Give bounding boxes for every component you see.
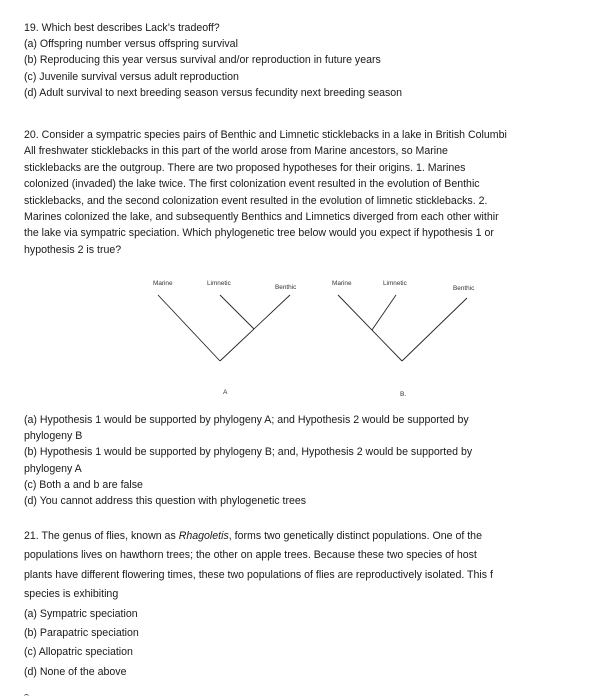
question-20-stem-line: Marines colonized the lake, and subsequently Benthics and Limnetics diverged from each other withir	[24, 210, 499, 223]
tree-a-taxon-limnetic: Limnetic	[207, 280, 231, 287]
question-20-option-line: (d) You cannot address this question with phylogenetic trees	[24, 494, 307, 507]
question-20-stem	[24, 127, 604, 258]
question-20-stem-line: sticklebacks are the outgroup. There are two proposed hypotheses for their origins. 1. Marines	[24, 161, 466, 174]
question-19	[24, 20, 604, 101]
question-20-option-line: (a) Hypothesis 1 would be supported by phylogeny A; and Hypothesis 2 would be supported by	[24, 414, 469, 426]
question-21-option-b: (b) Parapatric speciation	[24, 626, 139, 639]
tree-b-taxon-limnetic: Limnetic	[383, 280, 407, 287]
question-19-option-d: (d) Adult survival to next breeding season versus fecundity next breeding season	[24, 86, 403, 99]
question-20-option-line: (c) Both a and b are false	[24, 478, 143, 491]
question-20-stem-line: sticklebacks, and the second colonization event resulted in the evolution of limnetic sticklebacks. 2.	[24, 194, 488, 207]
question-21-stem-start: 21. The genus of flies, known as	[24, 530, 179, 542]
tree-b-branch-marine	[338, 295, 402, 361]
tree-b-id: B.	[400, 391, 407, 398]
phylogeny-svg	[140, 268, 500, 418]
question-20-stem-line: All freshwater sticklebacks in this part of the world arose from Marine ancestors, so Marine	[24, 145, 448, 158]
tree-a-taxon-marine: Marine	[153, 280, 173, 287]
tree-b-branch-limnetic	[372, 295, 396, 330]
question-19-option-c: (c) Juvenile survival versus adult reproduction	[24, 70, 239, 83]
phylogeny-figure	[140, 268, 500, 418]
question-20-stem-line: colonized (invaded) the lake twice. The first colonization event resulted in the evolution of Benthic	[24, 178, 480, 191]
question-21-stem-end: , forms two genetically distinct populations. One of the	[228, 530, 482, 542]
question-21-stem-line: plants have different flowering times, these two populations of flies are reproductively isolated. This f	[24, 568, 493, 581]
question-19-stem: 19. Which best describes Lack’s tradeoff?	[24, 22, 220, 34]
tree-a-branch-limnetic	[220, 295, 254, 329]
tree-a-branch-marine	[158, 295, 220, 361]
question-20-option-line: phylogeny B	[24, 430, 83, 443]
question-19-option-b: (b) Reproducing this year versus survival and/or reproduction in future years	[24, 54, 381, 67]
tree-b-taxon-benthic: Benthic	[453, 285, 475, 292]
question-20-stem-line: hypothesis 2 is true?	[24, 243, 122, 256]
tree-b-branch-benthic	[402, 298, 467, 361]
question-20-option-line: phylogeny A	[24, 462, 82, 475]
tree-b-taxon-marine: Marine	[332, 280, 352, 287]
question-19-option-a: (a) Offspring number versus offspring survival	[24, 38, 238, 51]
question-20-stem-line: 20. Consider a sympatric species pairs of Benthic and Limnetic sticklebacks in a lake in British Columbi	[24, 129, 507, 141]
question-20-options	[24, 412, 604, 509]
question-21-stem-line: populations lives on hawthorn trees; the other on apple trees. Because these two species of host	[24, 549, 477, 562]
tree-a-id: A	[223, 389, 228, 396]
question-21-stem-line	[24, 527, 604, 546]
question-21-option-a: (a) Sympatric speciation	[24, 607, 138, 620]
question-21-genus-name: Rhagoletis	[178, 530, 229, 542]
question-20-option-line: (b) Hypothesis 1 would be supported by phylogeny B; and, Hypothesis 2 would be supported by	[24, 446, 473, 459]
question-21-option-c: (c) Allopatric speciation	[24, 646, 133, 659]
question-20-stem-line: the lake via sympatric speciation. Which phylogenetic tree below would you expect if hypothesis 1 or	[24, 227, 494, 240]
tree-a-taxon-benthic: Benthic	[275, 284, 297, 291]
cropped-text-fragment	[24, 694, 29, 700]
question-21	[24, 527, 604, 682]
question-21-stem-line: species is exhibiting	[24, 588, 119, 601]
question-21-option-d: (d) None of the above	[24, 665, 127, 678]
